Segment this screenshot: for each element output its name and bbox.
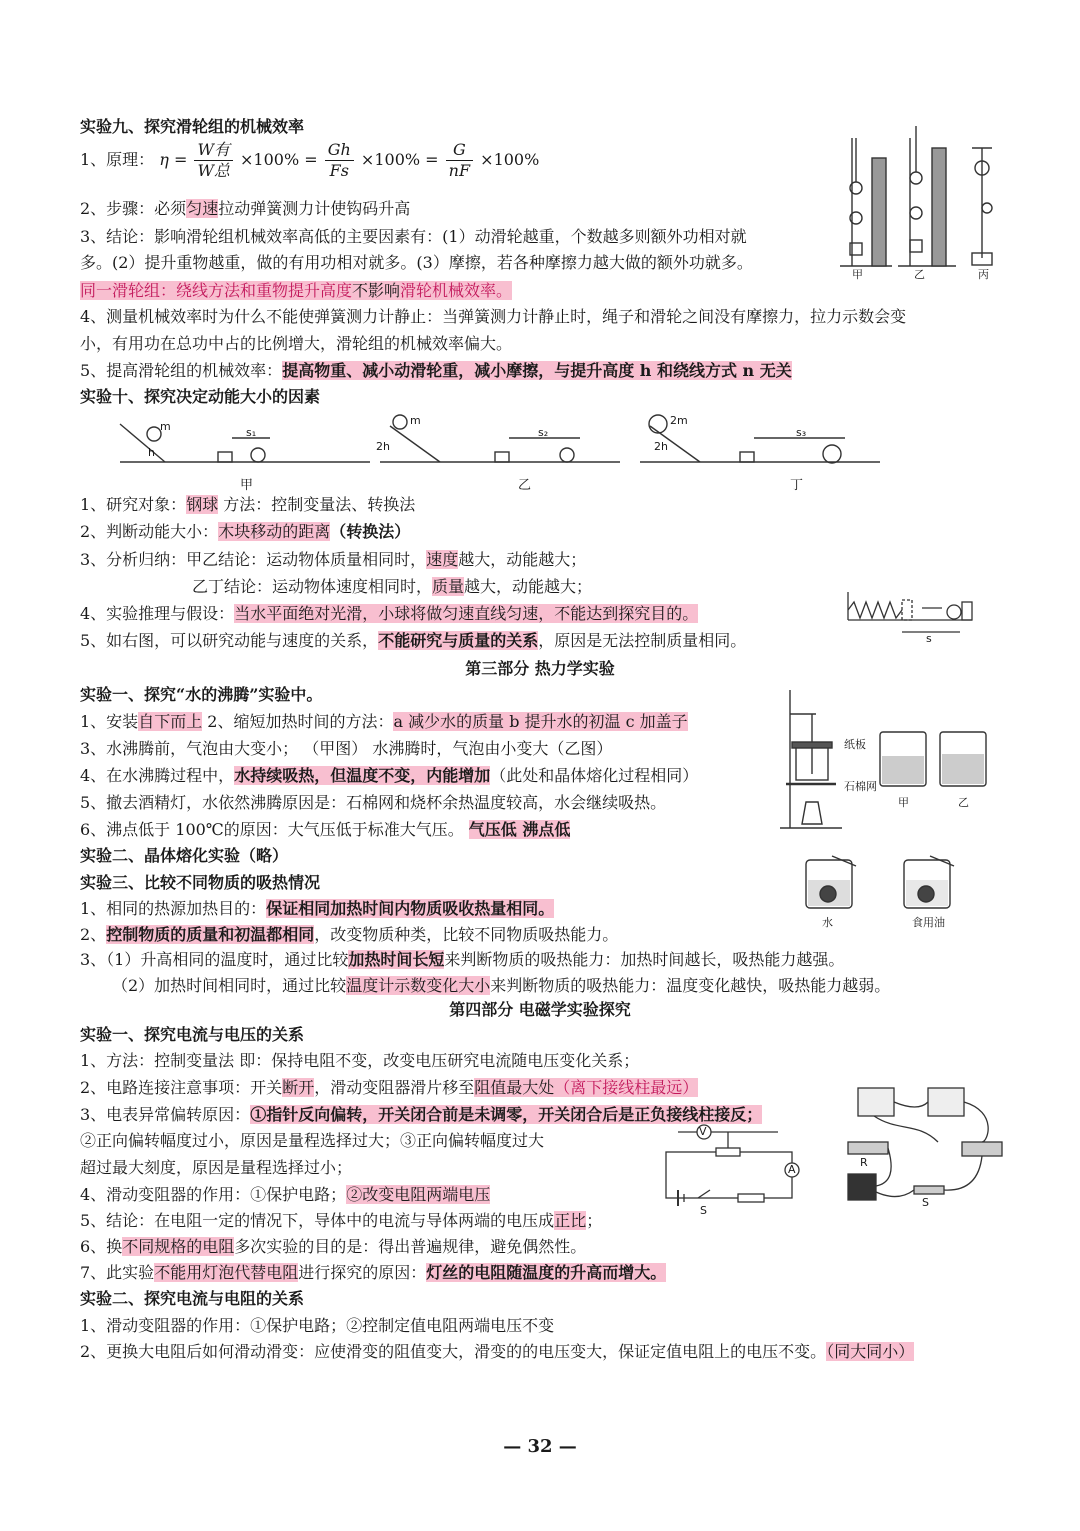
highlight: 不能研究与质量的关系 [378, 631, 539, 650]
part3-l1 [80, 711, 688, 733]
exp9-line4a: 4、测量机械效率时为什么不能使弹簧测力计静止：当弹簧测力计静止时，绳子和滑轮之间没有摩擦力，拉力示数会变 [80, 307, 907, 326]
part4-e2-title: 实验二、探究电流与电阻的关系 [80, 1289, 305, 1308]
text: 3、分析归纳：甲乙结论：运动物体质量相同时， [80, 550, 427, 569]
resistor-label: R [860, 1156, 868, 1169]
exp9-line3a: 3、结论：影响滑轮组机械效率高低的主要因素有：(1）动滑轮越重，个数越多则额外功相对就 [80, 227, 747, 246]
text: （2）加热时间相同时，通过比较 [112, 976, 347, 995]
text: 3、电表异常偏转原因： [80, 1105, 251, 1124]
text: 3、（1）升高相同的温度时，通过比较 [80, 950, 349, 969]
text: ，滑动变阻器滑片移至 [314, 1078, 475, 1097]
text: 方法：控制变量法、转换法 [218, 495, 416, 514]
highlight: 自下而上 [138, 712, 203, 731]
text: 5、提高滑轮组的机械效率： [80, 361, 283, 380]
text: （转换法） [330, 522, 411, 541]
part3-e2-title: 实验二、晶体熔化实验（略） [80, 846, 289, 865]
part4-e2-l1: 1、滑动变阻器的作用：①保护电路；②控制定值电阻两端电压不变 [80, 1316, 555, 1335]
ramp-diagram [110, 414, 890, 490]
efficiency-formula [80, 140, 539, 181]
text: 拉动弹簧测力计使钩码升高 [218, 199, 411, 218]
times-text: ×100% [480, 150, 540, 169]
fig-label: 甲 [898, 796, 909, 809]
highlight: 保证相同加热时间内物质吸收热量相同。 [266, 899, 555, 918]
circuit-diagram [658, 1124, 808, 1220]
exp10-title: 实验十、探究决定动能大小的因素 [80, 387, 321, 406]
frac-num: G [446, 140, 473, 161]
text: 2、判断动能大小： [80, 522, 219, 541]
text: 4、在水沸腾过程中， [80, 766, 235, 785]
pulley-figure [832, 118, 1012, 281]
text: 1、相同的热源加热目的： [80, 899, 267, 918]
boiling-figure [776, 684, 996, 834]
part3-l6 [80, 819, 570, 841]
height-label: h [148, 446, 155, 459]
switch-label: S [922, 1196, 929, 1209]
part4-l3b: ②正向偏转幅度过小，原因是量程选择过大；③正向偏转幅度过大 [80, 1131, 545, 1150]
principle-label: 1、原理： [80, 150, 155, 169]
kinetic-energy-figure [110, 414, 890, 493]
apparatus-figure [838, 1082, 1008, 1212]
part3-title: 第三部分 热力学实验 [465, 659, 615, 678]
text: 2、步骤：必须 [80, 199, 187, 218]
fig-label: 乙 [518, 478, 532, 493]
highlight: 质量 [432, 577, 465, 596]
fig-label: 乙 [914, 268, 925, 281]
highlight: 水持续吸热，但温度不变，内能增加 [234, 766, 491, 785]
switch-label: S [700, 1204, 707, 1217]
highlight: a 减少水的质量 b 提升水的初温 c 加盖子 [393, 712, 688, 731]
fig-label: 水 [822, 916, 833, 929]
highlight: ①指针反向偏转，开关闭合前是未调零，开关闭合后是正负接线柱接反； [250, 1105, 763, 1124]
text: 越大，动能越大； [458, 550, 587, 569]
frac-num: W有 [194, 140, 232, 161]
text: 来判断物质的吸热能力：温度变化越快，吸热能力越弱。 [490, 976, 891, 995]
part4-l4 [80, 1184, 490, 1206]
part4-l5 [80, 1210, 602, 1232]
fig-label: 石棉网 [844, 780, 877, 793]
meter-label: V [699, 1125, 707, 1138]
page-number: — 32 — [503, 1436, 577, 1457]
text: 1、研究对象： [80, 495, 187, 514]
part3-e3-l3 [80, 949, 844, 971]
mass-label: 2m [670, 414, 688, 427]
text: ，原因是无法控制质量相同。 [538, 631, 747, 650]
text: 来判断物质的吸热能力：加热时间越长，吸热能力越强。 [444, 950, 845, 969]
distance-label: s₃ [796, 426, 807, 439]
highlight: 不影响 [352, 281, 401, 300]
highlight: 不同规格的电阻 [122, 1237, 235, 1256]
part4-e1-title: 实验一、探究电流与电压的关系 [80, 1025, 305, 1044]
highlight: 正比 [554, 1211, 587, 1230]
text: 6、换 [80, 1237, 123, 1256]
boiling-diagram [776, 684, 996, 834]
highlight: （离下接线柱最远） [554, 1078, 699, 1097]
exp9-title: 实验九、探究滑轮组的机械效率 [80, 117, 305, 136]
fig-label: 乙 [958, 796, 969, 809]
highlight: 钢球 [186, 495, 219, 514]
mass-label: m [160, 420, 171, 433]
text: 2、 [80, 925, 107, 944]
times-text: ×100% = [360, 150, 439, 169]
highlight: 当水平面绝对光滑，小球将做匀速直线匀速，不能达到探究目的。 [234, 604, 699, 623]
beakers-diagram [792, 850, 982, 914]
text: 2、电路连接注意事项：开关 [80, 1078, 283, 1097]
text: 进行探究的原因： [298, 1263, 427, 1282]
height-label: 2h [654, 440, 668, 453]
times-text: ×100% = [240, 150, 318, 169]
part4-l7 [80, 1262, 666, 1284]
text: 5、结论：在电阻一定的情况下，导体中的电流与导体两端的电压成 [80, 1211, 555, 1230]
fraction-gh [325, 140, 354, 181]
part3-e3-l2 [80, 924, 618, 946]
exp10-l5 [80, 630, 746, 652]
highlight: （同大同小） [826, 1342, 915, 1361]
part4-l6 [80, 1236, 586, 1258]
fig-label: 甲 [240, 478, 254, 493]
part4-l3c: 超过最大刻度，原因是量程选择过小； [80, 1158, 353, 1177]
heating-figure [792, 850, 982, 930]
part3-l4 [80, 765, 698, 787]
exp9-line3b: 多。(2）提升重物越重，做的有用功相对就多。(3）摩擦，若各种摩擦力越大做的额外功就多。 [80, 253, 753, 272]
fig-label: 丁 [790, 478, 804, 493]
text: 越大，动能越大； [464, 577, 593, 596]
highlight: 加热时间长短 [348, 950, 445, 969]
highlight: 提高物重、减小动滑轮重，减小摩擦，与提升高度 h 和绕线方式 n 无关 [282, 361, 792, 380]
text: 4、滑动变阻器的作用：①保护电路； [80, 1185, 347, 1204]
distance-label: s [926, 632, 932, 645]
highlight: 控制物质的质量和初温都相同 [106, 925, 315, 944]
highlight: 阻值最大处 [474, 1078, 555, 1097]
part4-l1: 1、方法：控制变量法 即：保持电阻不变，改变电压研究电流随电压变化关系； [80, 1051, 640, 1070]
circuit-schematic [658, 1124, 808, 1220]
text: 乙丁结论：运动物体速度相同时， [192, 577, 433, 596]
highlight: 气压低 沸点低 [468, 820, 571, 839]
spring-diagram [842, 588, 978, 646]
fig-label: 丙 [978, 268, 989, 281]
highlight: 不能用灯泡代替电阻 [154, 1263, 299, 1282]
meter-label: A [788, 1163, 796, 1176]
eta-symbol: η = [159, 150, 188, 169]
frac-den: W总 [197, 161, 230, 180]
text: 2、更换大电阻后如何滑动滑变：应使滑变的阻值变大，滑变的的电压变大，保证定值电阻上的电压不变。 [80, 1342, 827, 1361]
spring-figure [842, 588, 978, 646]
fig-label: 纸板 [844, 738, 866, 751]
text: 5、如右图，可以研究动能与速度的关系， [80, 631, 379, 650]
highlight: 温度计示数变化大小 [346, 976, 491, 995]
frac-den: nF [448, 161, 471, 180]
pulley-diagram [832, 118, 1012, 278]
distance-label: s₂ [538, 426, 549, 439]
fig-label: 食用油 [912, 916, 945, 929]
exp10-l4 [80, 603, 698, 625]
text: 4、实验推理与假设： [80, 604, 235, 623]
highlight: ②改变电阻两端电压 [346, 1185, 491, 1204]
exp10-l2 [80, 521, 410, 543]
highlight: 速度 [426, 550, 459, 569]
exp9-line5 [80, 360, 792, 382]
part3-l5: 5、撤去酒精灯，水依然沸腾原因是：石棉网和烧杯余热温度较高，水会继续吸热。 [80, 793, 667, 812]
circuit-apparatus [838, 1082, 1008, 1212]
mass-label: m [410, 414, 421, 427]
text: （此处和晶体熔化过程相同） [490, 766, 699, 785]
exp10-l1 [80, 494, 415, 516]
highlight: 匀速 [186, 199, 219, 218]
part3-l3: 3、水沸腾前，气泡由大变小； （甲图） 水沸腾时，气泡由小变大（乙图） [80, 739, 613, 758]
fraction-g [446, 140, 473, 181]
frac-num: Gh [325, 140, 354, 161]
text: 7、此实验 [80, 1263, 155, 1282]
exp10-l3 [80, 549, 586, 571]
part4-l3 [80, 1104, 762, 1126]
part3-e1-title: 实验一、探究“水的沸腾”实验中。 [80, 685, 323, 704]
text: 6、沸点低于 100℃的原因：大气压低于标准大气压。 [80, 820, 469, 839]
text: 2、缩短加热时间的方法： [202, 712, 394, 731]
text: ； [586, 1211, 603, 1230]
part4-l2 [80, 1077, 698, 1099]
fig-label: 甲 [852, 268, 863, 281]
part4-title: 第四部分 电磁学实验探究 [449, 1000, 631, 1019]
highlight: 灯丝的电阻随温度的升高而增大。 [426, 1263, 667, 1282]
exp9-step2 [80, 198, 410, 220]
highlight: 滑轮机械效率。 [400, 281, 513, 300]
frac-den: Fs [329, 161, 349, 180]
text: ，改变物质种类，比较不同物质吸热能力。 [314, 925, 619, 944]
highlight: 同一滑轮组：绕线方法和重物提升高度 [80, 281, 353, 300]
exp9-line3c [80, 280, 512, 302]
text: 多次实验的目的是：得出普遍规律，避免偶然性。 [234, 1237, 587, 1256]
height-label: 2h [376, 440, 390, 453]
exp9-line4b: 小，有用功在总功中占的比例增大，滑轮组的机械效率偏大。 [80, 334, 513, 353]
part3-e3-l4 [112, 975, 890, 997]
exp10-l3c [192, 576, 592, 598]
text: 1、安装 [80, 712, 139, 731]
part4-e2-l2 [80, 1341, 914, 1363]
part3-e3-title: 实验三、比较不同物质的吸热情况 [80, 873, 321, 892]
distance-label: s₁ [246, 426, 257, 439]
highlight: 木块移动的距离 [218, 522, 331, 541]
highlight: 断开 [282, 1078, 315, 1097]
part3-e3-l1 [80, 898, 554, 920]
fraction-w [194, 140, 232, 181]
